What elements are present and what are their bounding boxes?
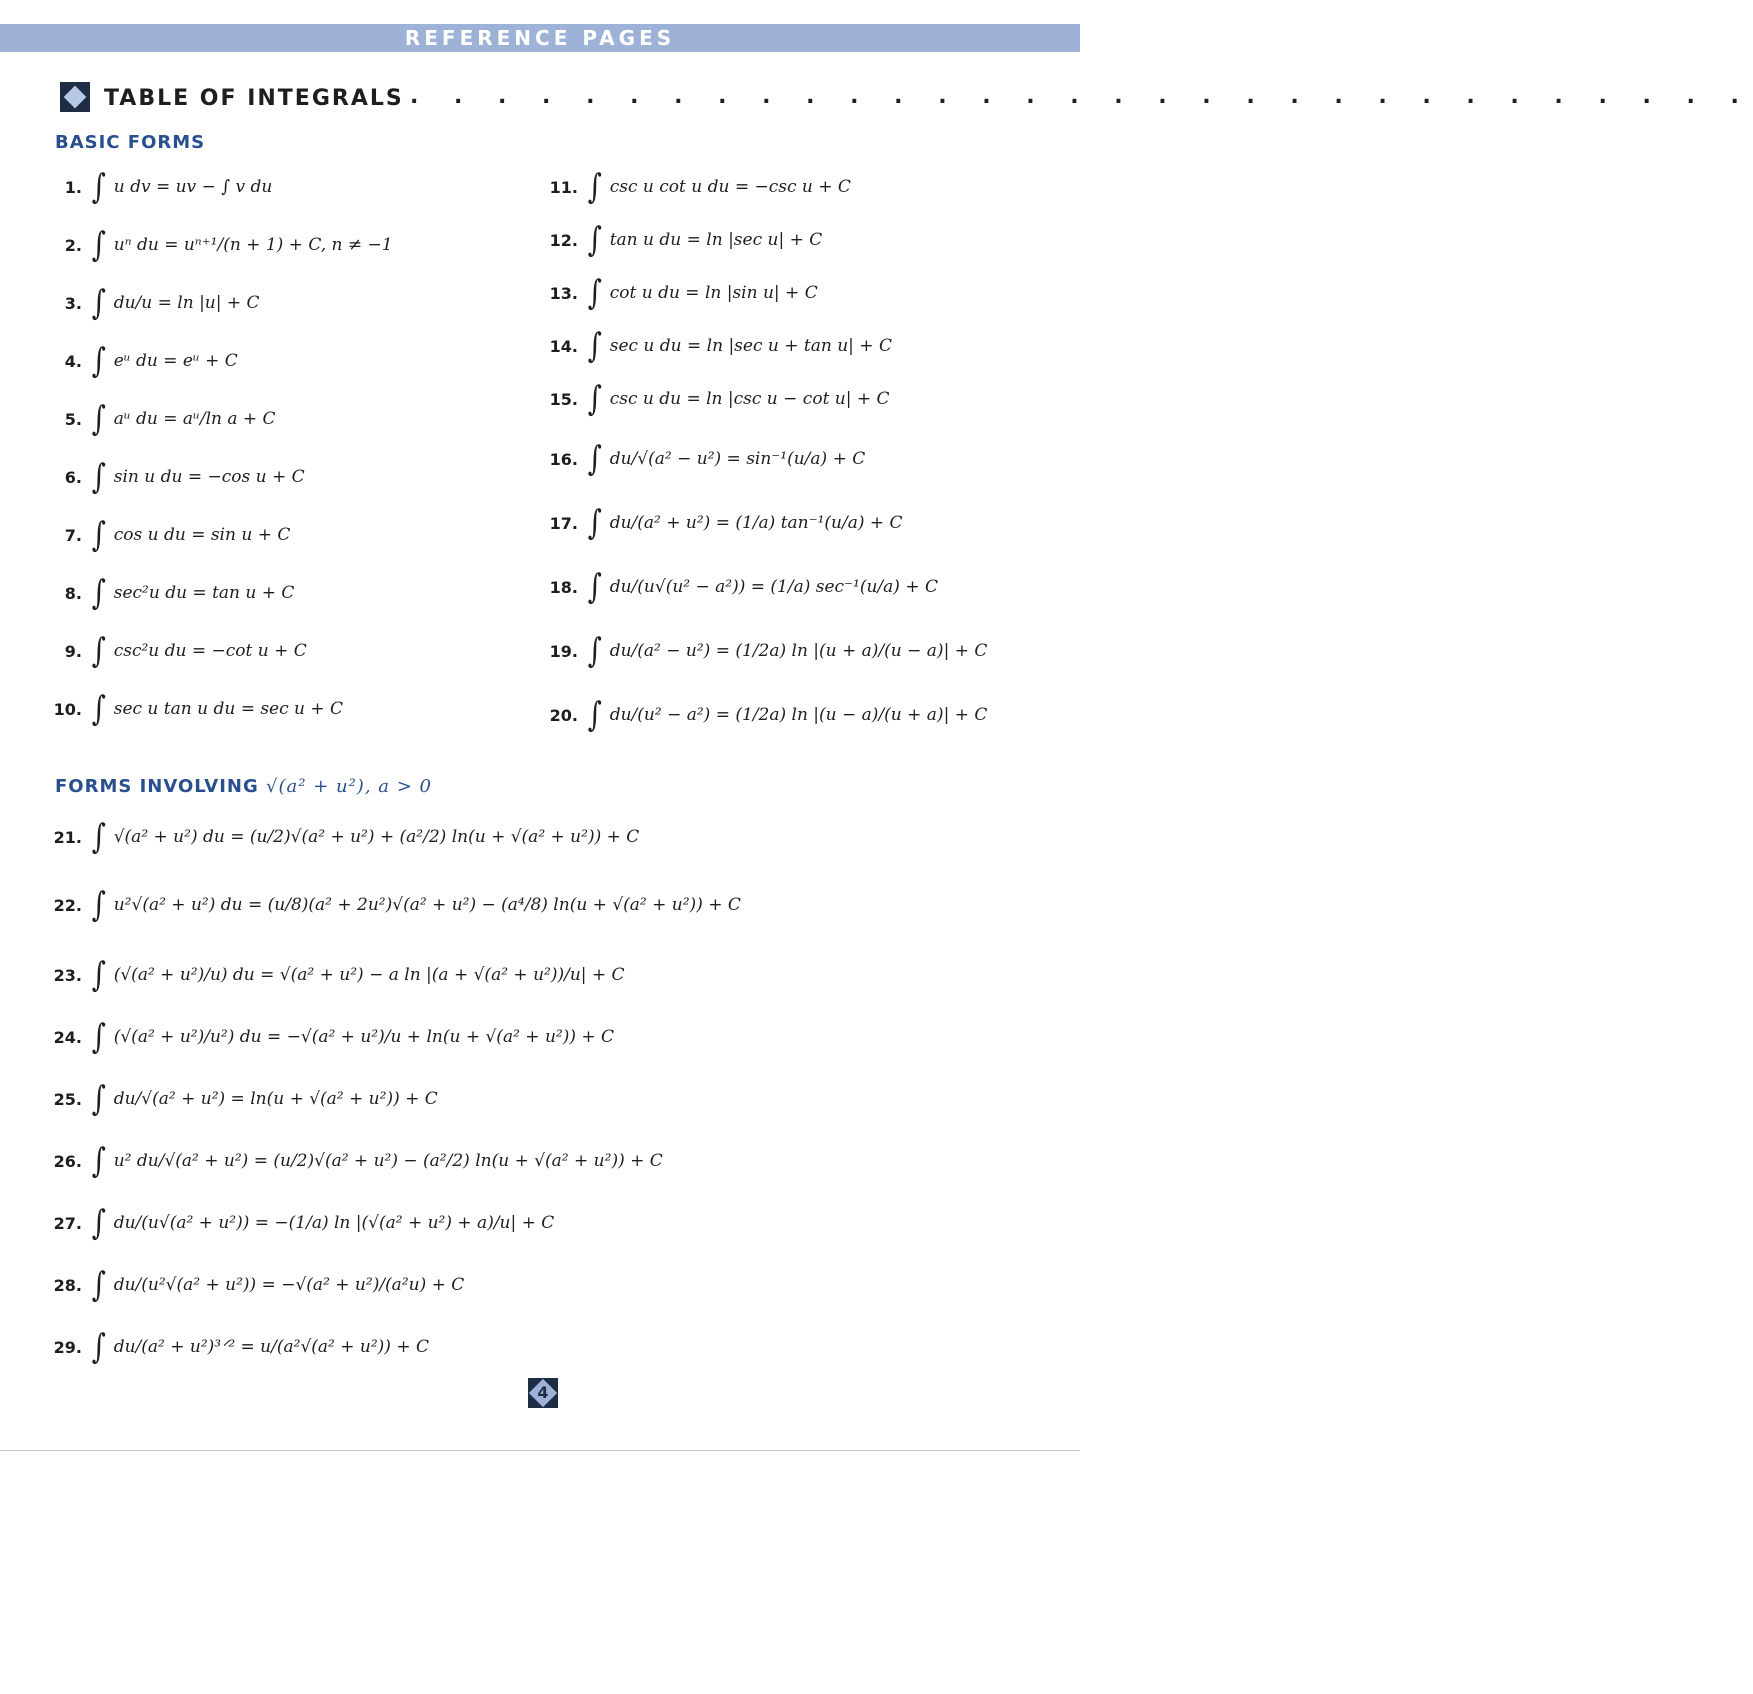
formula-12: 12. ∫ tan u du = ln |sec u| + C bbox=[549, 220, 823, 260]
reference-pages-banner: REFERENCE PAGES bbox=[0, 24, 1080, 52]
section-heading-basic-forms: BASIC FORMS bbox=[55, 132, 206, 153]
formula-23: 23. ∫ (√(a² + u²)/u) du = √(a² + u²) − a ln |(a + √(a² + u²))/u| + C bbox=[53, 955, 625, 995]
page-title: TABLE OF INTEGRALS bbox=[104, 86, 404, 111]
formula-7: 7. ∫ cos u du = sin u + C bbox=[64, 515, 291, 555]
formula-22: 22. ∫ u²√(a² + u²) du = (u/8)(a² + 2u²)√(a² + u²) − (a⁴/8) ln(u + √(a² + u²)) + C bbox=[53, 885, 741, 925]
title-leader-dots: . . . . . . . . . . . . . . . . . . . . . . . . . . . . . . . bbox=[410, 84, 1753, 109]
formula-2: 2. ∫ uⁿ du = uⁿ⁺¹/(n + 1) + C, n ≠ −1 bbox=[64, 225, 393, 265]
formula-21: 21. ∫ √(a² + u²) du = (u/2)√(a² + u²) + (a²/2) ln(u + √(a² + u²)) + C bbox=[53, 817, 640, 857]
formula-24: 24. ∫ (√(a² + u²)/u²) du = −√(a² + u²)/u + ln(u + √(a² + u²)) + C bbox=[53, 1017, 615, 1057]
formula-19: 19. ∫ du/(a² − u²) = (1/2a) ln |(u + a)/(u − a)| + C bbox=[549, 631, 988, 671]
formula-14: 14. ∫ sec u du = ln |sec u + tan u| + C bbox=[549, 326, 892, 366]
formula-3: 3. ∫ du/u = ln |u| + C bbox=[64, 283, 260, 323]
formula-1: 1. ∫ u dv = uv − ∫ v du bbox=[64, 167, 273, 207]
formula-5: 5. ∫ aᵘ du = aᵘ/ln a + C bbox=[64, 399, 276, 439]
page-number: 4 bbox=[537, 1383, 549, 1402]
formula-6: 6. ∫ sin u du = −cos u + C bbox=[64, 457, 305, 497]
formula-26: 26. ∫ u² du/√(a² + u²) = (u/2)√(a² + u²) − (a²/2) ln(u + √(a² + u²)) + C bbox=[53, 1141, 663, 1181]
formula-29: 29. ∫ du/(a² + u²)³ᐟ² = u/(a²√(a² + u²)) + C bbox=[53, 1327, 429, 1367]
formula-16: 16. ∫ du/√(a² − u²) = sin⁻¹(u/a) + C bbox=[549, 439, 866, 479]
page-number-badge bbox=[528, 1378, 558, 1408]
section-heading-forms-involving: FORMS INVOLVING √(a² + u²), a > 0 bbox=[55, 776, 432, 797]
formula-13: 13. ∫ cot u du = ln |sin u| + C bbox=[549, 273, 818, 313]
formula-18: 18. ∫ du/(u√(u² − a²)) = (1/a) sec⁻¹(u/a) + C bbox=[549, 567, 938, 607]
page-divider bbox=[0, 1450, 1080, 1451]
formula-28: 28. ∫ du/(u²√(a² + u²)) = −√(a² + u²)/(a²u) + C bbox=[53, 1265, 465, 1305]
formula-8: 8. ∫ sec²u du = tan u + C bbox=[64, 573, 295, 613]
diamond-logo-icon bbox=[60, 82, 90, 112]
formula-9: 9. ∫ csc²u du = −cot u + C bbox=[64, 631, 307, 671]
formula-20: 20. ∫ du/(u² − a²) = (1/2a) ln |(u − a)/(u + a)| + C bbox=[549, 695, 988, 735]
formula-25: 25. ∫ du/√(a² + u²) = ln(u + √(a² + u²)) + C bbox=[53, 1079, 438, 1119]
formula-15: 15. ∫ csc u du = ln |csc u − cot u| + C bbox=[549, 379, 890, 419]
formula-4: 4. ∫ eᵘ du = eᵘ + C bbox=[64, 341, 238, 381]
formula-27: 27. ∫ du/(u√(a² + u²)) = −(1/a) ln |(√(a² + u²) + a)/u| + C bbox=[53, 1203, 555, 1243]
formula-11: 11. ∫ csc u cot u du = −csc u + C bbox=[549, 167, 851, 207]
formula-17: 17. ∫ du/(a² + u²) = (1/a) tan⁻¹(u/a) + C bbox=[549, 503, 903, 543]
formula-10: 10. ∫ sec u tan u du = sec u + C bbox=[53, 689, 344, 729]
title-row bbox=[60, 82, 1753, 118]
